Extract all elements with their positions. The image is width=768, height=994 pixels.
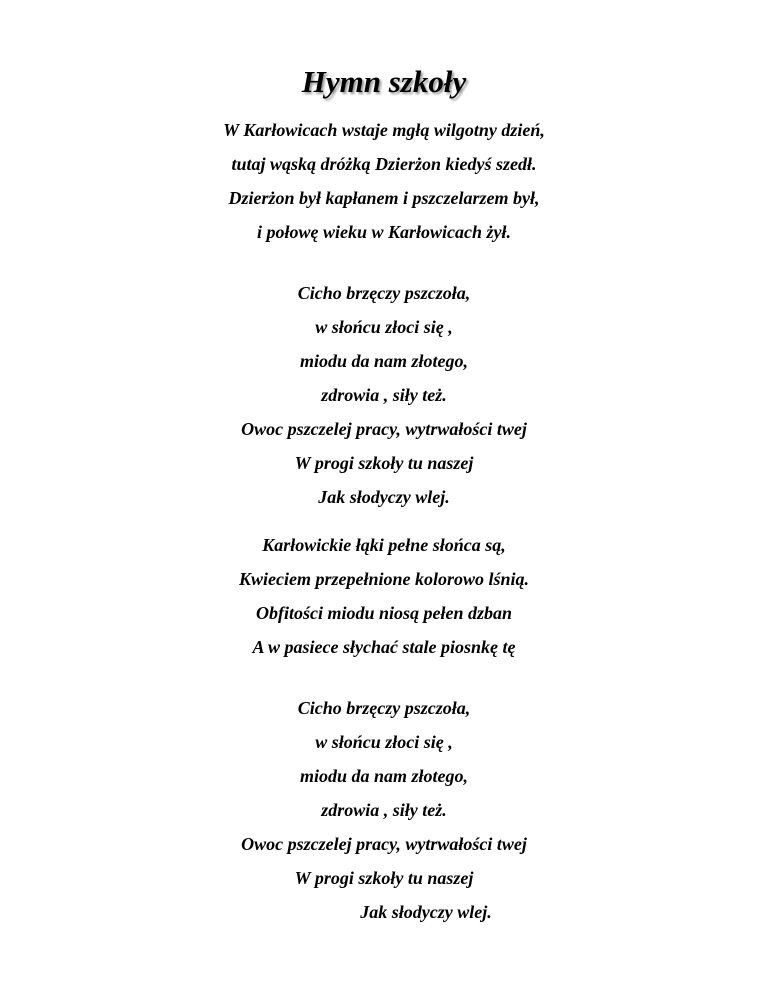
poem-line: w słońcu złoci się , (315, 317, 453, 337)
poem-line: Jak słodyczy wlej. (360, 902, 492, 922)
poem-line: W Karłowicach wstaje mgłą wilgotny dzień, (223, 120, 545, 140)
poem-line: Kwieciem przepełnione kolorowo lśnią. (238, 569, 529, 589)
poem-line: Cicho brzęczy pszczoła, (297, 283, 471, 303)
poem-line: Obfitości miodu niosą pełen dzban (255, 603, 513, 623)
poem-line: zdrowia , siły też. (321, 800, 447, 820)
stanza-chorus-2 (0, 691, 768, 929)
poem-line: Cicho brzęczy pszczoła, (297, 698, 471, 718)
stanza-chorus-1 (0, 276, 768, 514)
poem-line: W progi szkoły tu naszej (294, 453, 474, 473)
poem-line: Jak słodyczy wlej. (318, 487, 450, 507)
poem-line: Owoc pszczelej pracy, wytrwałości twej (241, 834, 527, 854)
poem-line: tutaj wąską dróżką Dzierżon kiedyś szedł. (231, 154, 537, 174)
poem-line: A w pasiece słychać stale piosnkę tę (252, 637, 516, 657)
poem-line: zdrowia , siły też. (321, 385, 447, 405)
stanza-verse-1 (0, 113, 768, 249)
poem-line: Dzierżon był kapłanem i pszczelarzem był, (228, 188, 540, 208)
document-title: Hymn szkoły (301, 64, 467, 99)
poem-line: w słońcu złoci się , (315, 732, 453, 752)
poem-line: miodu da nam złotego, (299, 766, 469, 786)
stanza-verse-2 (0, 528, 768, 664)
poem-line: i połowę wieku w Karłowicach żył. (256, 222, 511, 242)
poem-line: miodu da nam złotego, (299, 351, 469, 371)
poem-line: Owoc pszczelej pracy, wytrwałości twej (241, 419, 527, 439)
poem-line: Karłowickie łąki pełne słońca są, (262, 535, 506, 555)
poem-line: W progi szkoły tu naszej (294, 868, 474, 888)
